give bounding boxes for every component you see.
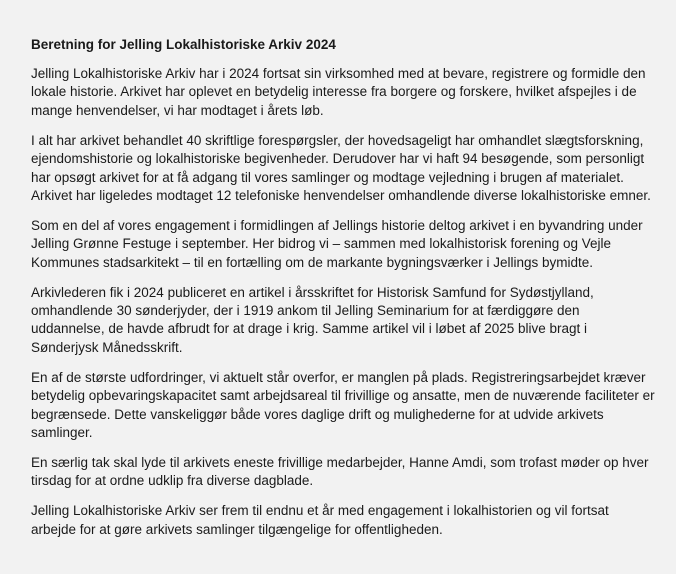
paragraph-thanks: En særlig tak skal lyde til arkivets eneste frivillige medarbejder, Hanne Amdi, som trofast møder op hver tirsdag for at ordne udklip fra diverse dagblade. <box>31 454 649 489</box>
paragraph-challenges: En af de største udfordringer, vi aktuelt står overfor, er manglen på plads. Registreringsarbejdet kræver betydelig opbevaringskapacitet samt arbejdsareal til frivillige og ansatte, men de nuværende faciliteter er begrænsede. Dette vanskeliggør både vores daglige drift og mulighederne for at udvide arkivets samlinger. <box>31 369 655 440</box>
paragraph-inquiries: I alt har arkivet behandlet 40 skriftlige forespørgsler, der hovedsageligt har omhandlet slægtsforskning, ejendomshistorie og lokalhistoriske begivenheder. Derudover har vi haft 94 besøgende, som personligt har opsøgt arkivet for at få adgang til vores samlinger og modtage vejledning i brugen af materialet. Arkivet har ligeledes modtaget 12 telefoniske henvendelser omhandlende diverse lokalhistoriske emner. <box>31 132 651 203</box>
paragraph-outlook: Jelling Lokalhistoriske Arkiv ser frem til endnu et år med engagement i lokalhistorien og vil fortsat arbejde for at gøre arkivets samlinger tilgængelige for offentligheden. <box>31 503 609 537</box>
paragraph-intro: Jelling Lokalhistoriske Arkiv har i 2024 fortsat sin virksomhed med at bevare, registrere og formidle den lokale historie. Arkivet har oplevet en betydelig interesse fra borgere og forskere, hvilket afspejles i de mange henvendelser, vi har modtaget i årets løb. <box>31 66 646 118</box>
document-title: Beretning for Jelling Lokalhistoriske Arkiv 2024 <box>31 37 336 52</box>
paragraph-city-walk: Som en del af vores engagement i formidlingen af Jellings historie deltog arkivet i en byvandring under Jelling Grønne Festuge i september. Her bidrog vi – sammen med lokalhistorisk forening og Vejle Kommunes stadsarkitekt – til en fortælling om de markante bygningsværker i Jellings bymidte. <box>31 217 643 270</box>
paragraph-publication: Arkivlederen fik i 2024 publiceret en artikel i årsskriftet for Historisk Samfund for Sydøstjylland, omhandlende 30 sønderjyder, der i 1919 ankom til Jelling Seminarium for at færdiggøre den uddannelse, de havde afbrudt for at drage i krig. Samme artikel vil i løbet af 2025 blive bragt i Sønderjysk Månedsskrift. <box>31 284 594 355</box>
